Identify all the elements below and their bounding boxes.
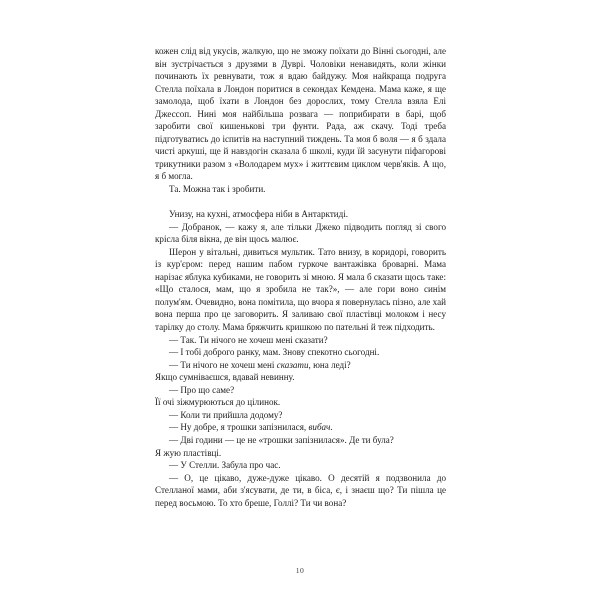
paragraph xyxy=(155,384,446,397)
page-number: 10 xyxy=(295,566,305,575)
text-run: , юна леді? xyxy=(308,359,351,370)
paragraph xyxy=(155,447,446,460)
text-run: — У Стелли. Забула про час. xyxy=(169,460,281,471)
paragraph xyxy=(155,208,446,221)
paragraph xyxy=(155,409,446,422)
paragraph xyxy=(155,359,446,372)
emphasis-text: сказати xyxy=(276,359,309,370)
paragraph xyxy=(155,183,446,196)
text-run: — Коли ти прийшла додому? xyxy=(169,409,283,420)
text-run: кожен слід від укусів, жалкую, що не зможу поїхати до Вінні сьогодні, але він зустрічається з друзями в Дуврі. Чоловіки ненавидять, коли жінки починають їх ревнувати, тож я вдаю байдужу. Моя найкраща подруга Стелла поїхала в Лондон поритися в секондах Кемдена. Мама каже, я ще замолода, щоб їхати в Лондон без дорослих, тому Стелла взяла Елі Джессоп. Нині моя найбільша розвага — поприбирати в барі, щоб заробити свої кишенькові три фунти. Рада, аж скачу. Тоді треба підготуватись до іспитів на наступний тиждень. Та моя б воля — я б здала чисті аркуші, ще й навздогін сказала б школі, куди їй засунути піфагорові трикутники разом з «Володарем мух» і життєвим циклом черв'яків. А що, я б могла. xyxy=(155,46,446,182)
text-run: Та. Можна так і зробити. xyxy=(169,184,266,195)
text-run: — Добранок, — кажу я, але тільки Джеко підводить погляд зі свого крісла біля вікна, де він щось малює. xyxy=(155,221,446,245)
paragraph xyxy=(155,246,446,334)
paragraph xyxy=(155,421,446,434)
paragraph xyxy=(155,434,446,447)
text-run: — І тобі доброго ранку, мам. Знову спекотно сьогодні. xyxy=(169,347,380,358)
text-run: — Про що саме? xyxy=(169,384,235,395)
paragraph xyxy=(155,472,446,510)
text-run: — О, це цікаво, дуже-дуже цікаво. О десятій я подзвонила до Стелланої мами, аби з'ясувати, де ти, в біса, є, і знаєш що? Ти пішла це перед восьмою. То хто бреше, Голлі? Ти чи вона? xyxy=(155,472,446,508)
text-run: — Так. Ти нічого не хочеш мені сказати? xyxy=(169,334,328,345)
paragraph xyxy=(155,459,446,472)
text-run: . xyxy=(330,422,333,433)
text-run: Унизу, на кухні, атмосфера ніби в Антарктиді. xyxy=(169,209,349,220)
paragraph-break xyxy=(155,196,446,209)
paragraph xyxy=(155,45,446,183)
text-run: Я жую пластівці. xyxy=(155,447,222,458)
text-run: Якщо сумніваєшся, вдавай невинну. xyxy=(155,372,295,383)
text-run: — Дві години — це не «трошки запізнилася». Де ти була? xyxy=(169,434,394,445)
text-run: — Ти нічого не хочеш мені xyxy=(169,359,277,370)
paragraph xyxy=(155,334,446,347)
body-text-column xyxy=(155,45,446,509)
emphasis-text: вибач xyxy=(308,422,331,433)
paragraph xyxy=(155,396,446,409)
paragraph xyxy=(155,346,446,359)
text-run: — Ну добре, я трошки запізнилася, xyxy=(169,422,309,433)
paragraph xyxy=(155,221,446,246)
text-run: Шерон у вітальні, дивиться мультик. Тато внизу, в коридорі, говорить із кур'єром: перед нашим пабом гуркоче вантажівка броварні. Мама нарізає яблука кубиками, не говорить зі мною. Я мала б сказати щось таке: «Що сталося, мам, що я зробила не так?», — але гори воно синім полум'ям. Очевидно, вона помітила, що вчора я повернулась пізно, але хай вона перша про це заговорить. Я заливаю свої пластівці молоком і несу тарілку до столу. Мама бряжчить кришкою по пательні й теж підходить. xyxy=(155,246,446,333)
paragraph xyxy=(155,371,446,384)
text-run: Її очі зіжмурюються до цілинок. xyxy=(155,397,281,408)
